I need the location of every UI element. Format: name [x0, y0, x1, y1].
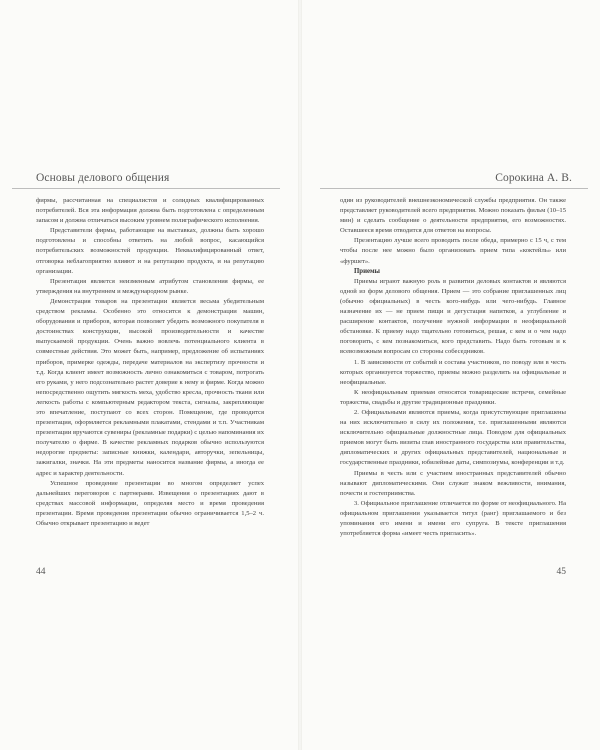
left-page	[0, 0, 298, 750]
header-rule-left	[12, 188, 280, 189]
section-heading: Приемы	[354, 267, 380, 275]
paragraph: 1. В зависимости от событий и состава участников, по поводу или в честь которых организуется торжество, приемы можно разделить на официальные и неофициальные.	[340, 358, 566, 386]
paragraph: К неофициальным приемам относятся товарищеские встречи, семейные торжества, свадьбы и другие традиционные праздники.	[340, 388, 566, 406]
paragraph: Успешное проведение презентации во многом определяет успех дальнейших переговоров с партнерами. Извещения о презентациях дают в средствах массовой информации, определяя место и время проведения презентации. Время проведения презентации обычно ограничивается 1,5–2 ч. Обычно открывает презентацию и ведет	[36, 479, 264, 527]
right-page	[302, 0, 600, 750]
paragraph: Приемы играют важную роль в развитии деловых контактов и являются одной из форм делового общения. Прием — это собрание приглашенных лиц (обычно официальных) в честь кого-нибудь или чего-нибудь. Главное назначение их — не прием пищи и дегустация напитков, а углубление и расширение контактов, получение нужной информации в неофициальной обстановке. К приему надо тщательно готовиться, решая, с кем и о чем надо поговорить, с кем познакомиться, кого представить. Надо быть готовым и к всевозможным вопросам со стороны собеседников.	[340, 277, 566, 356]
paragraph: Приемы в честь или с участием иностранных представителей обычно называют дипломатическими. Они служат знаком вежливости, внимания, почести и гостеприимства.	[340, 469, 566, 497]
left-page-body	[36, 196, 264, 529]
paragraph: Презентация является неизменным атрибутом становления фирмы, ее утверждения на внутреннем и международном рынке.	[36, 277, 264, 295]
paragraph: фирмы, рассчитанная на специалистов и солидных квалифицированных потребителей. Вся эта информация должна быть подготовлена с определенным запасом и должна отличаться высоким уровнем полиграфического исполнения.	[36, 197, 264, 225]
page-number-right: 45	[556, 567, 566, 577]
paragraph: один из руководителей внешнеэкономической службы предприятия. Он также представляет руководителей всего предприятия. Можно показать фильм (10–15 мин) и сделать сообщение о деятельности предприятия, его возможностях. Оставшееся время отводится для ответов на вопросы.	[340, 197, 566, 235]
page-number-left: 44	[36, 567, 46, 577]
paragraph: Демонстрация товаров на презентации является весьма убедительным средством рекламы. Особенно это относится к демонстрации машин, оборудования и приборов, которая позволяет убедить возможного покупателя в достоинствах конструкции, высокой производительности и качестве выпускаемой продукции. Очень важно вовлечь потенциального клиента в совместные действия. Это может быть, например, предложение об испытаниях приборов, примерке одежды, передаче материалов на экспертизу прочности и т.д. Когда клиент имеет возможность лично ознакомиться с товаром, потрогать его руками, у него подсознательно растет доверие к нему и фирме. Когда можно непосредственно ощутить мягкость меха, удобство кресла, прочность ткани или легкость работы с компьютерным редактором текста, сигналы, закрепляющие это впечатление, поступают со всех сторон. Помещение, где проводится презентация, оформляется рекламными плакатами, стендами и т.п. Участникам презентации вручаются сувениры (рекламные подарки) с целью напоминания их получателю о фирме. В качестве рекламных подарков обычно используются недорогие предметы: записные книжки, календари, авторучки, зепельницы, зажигалки, значки. На эти предметы наносится название фирмы, а иногда ее адрес и характер деятельности.	[36, 297, 264, 477]
paragraph: 3. Официальное приглашение отличается по форме от неофициального. На официальном приглашении указывается титул (ранг) приглашаемого и без упоминания его имени и имени его супруга. В тексте приглашения употребляется форма «имеет честь пригласить».	[340, 499, 566, 538]
paragraph: 2. Официальными являются приемы, когда присутствующие приглашены на них исключительно в силу их положения, т.е. приглашенными являются исключительно официальные должностные лица. Поводом для официальных приемов могут быть визиты глав иностранного государства или правительства, дипломатических и других официальных представителей, национальные и государственные праздники, юбилейные даты, симпозиумы, конференции и т.д.	[340, 408, 566, 467]
running-header-right: Сорокина А. В.	[495, 172, 572, 184]
running-header-left: Основы делового общения	[36, 172, 170, 184]
paragraph: Представители фирмы, работающие на выставках, должны быть хорошо подготовлены и способны ответить на любой вопрос, касающийся потребительских возможностей продукции. Неквалифицированный ответ, отговорка неблагоприятно влияют и на репутацию продукта, и на репутацию организации.	[36, 227, 264, 275]
header-rule-right	[320, 188, 588, 189]
right-page-body	[340, 196, 566, 539]
paragraph: Презентацию лучше всего проводить после обеда, примерно с 15 ч, с тем чтобы после нее можно было организовать прием типа «коктейль» или «фуршет».	[340, 237, 566, 265]
